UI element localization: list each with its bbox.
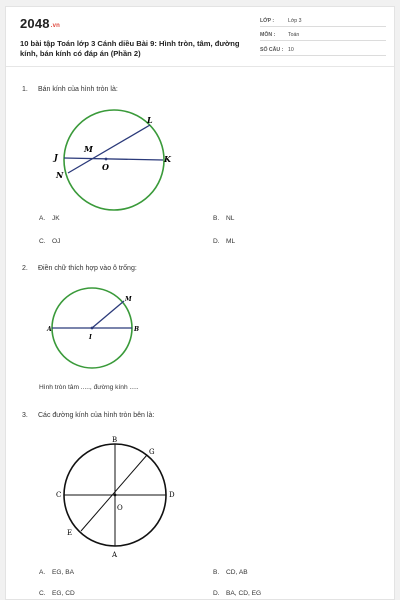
question-2-answer-line[interactable]: Hình tròn tâm ....., đường kính ..... [39, 384, 139, 391]
figure-circle-3 [51, 434, 186, 564]
option-3a[interactable] [39, 569, 74, 576]
label-B: B [134, 326, 140, 333]
meta-subject [260, 31, 386, 41]
question-text: Điền chữ thích hợp vào ô trống: [38, 265, 137, 272]
figure-circle-1 [41, 104, 181, 214]
label-O: O [102, 162, 109, 172]
meta-key: SỐ CÂU : [260, 47, 284, 53]
option-3c[interactable] [39, 590, 75, 597]
option-3b[interactable] [213, 569, 248, 576]
worksheet-header [6, 7, 395, 67]
option-letter: A. [39, 569, 46, 576]
center-dot [114, 494, 117, 497]
center-dot [105, 158, 108, 161]
option-text: CD, AB [226, 569, 248, 576]
label-M: M [84, 144, 93, 154]
option-text: JK [52, 215, 60, 222]
meta-key: LỚP : [260, 18, 275, 24]
label-B: B [112, 436, 118, 444]
option-letter: D. [213, 238, 220, 245]
label-G: G [149, 448, 155, 456]
option-1a[interactable] [39, 215, 60, 222]
option-text: ML [226, 238, 236, 245]
option-3d[interactable] [213, 590, 261, 597]
radius-im [92, 301, 124, 328]
question-text: Bán kính của hình tròn là: [38, 86, 118, 93]
option-letter: B. [213, 215, 220, 222]
question-number: 2. [22, 265, 28, 272]
question-number: 1. [22, 86, 28, 93]
option-text: OJ [52, 238, 61, 245]
option-text: EG, CD [52, 590, 75, 597]
label-I: I [89, 334, 92, 341]
chord-jk [64, 158, 163, 160]
worksheet-title: 10 bài tập Toán lớp 3 Cánh diều Bài 9: Hình tròn, tâm, đường kính, bán kính có đáp án (Phần 2) [20, 39, 240, 58]
logo-suffix: .vn [50, 23, 61, 29]
chord-nl [68, 125, 150, 173]
question-1-prompt [22, 86, 118, 93]
option-letter: A. [39, 215, 46, 222]
meta-value: Lớp 3 [288, 18, 302, 24]
option-letter: B. [213, 569, 220, 576]
option-letter: C. [39, 590, 46, 597]
logo-text: 2048 [20, 16, 50, 31]
figure-circle-2 [41, 282, 151, 377]
label-L: L [147, 115, 153, 125]
option-letter: D. [213, 590, 220, 597]
label-K: K [164, 154, 171, 164]
option-1c[interactable] [39, 238, 60, 245]
question-text: Các đường kính của hình tròn bên là: [38, 412, 155, 419]
label-E: E [67, 529, 73, 537]
label-D: D [169, 491, 175, 499]
diameter-eg [81, 455, 147, 531]
label-C: C [56, 491, 62, 499]
label-A: A [112, 551, 118, 559]
meta-value: Toán [288, 32, 300, 38]
label-N: N [56, 170, 64, 180]
meta-question-count [260, 46, 386, 56]
question-3-prompt [22, 412, 154, 419]
label-A: A [47, 326, 52, 333]
option-letter: C. [39, 238, 46, 245]
question-2-prompt [22, 265, 137, 272]
question-number: 3. [22, 412, 28, 419]
option-text: NL [226, 215, 235, 222]
meta-value: 10 [288, 47, 294, 53]
meta-key: MÔN : [260, 32, 276, 38]
option-text: EG, BA [52, 569, 74, 576]
option-1d[interactable] [213, 238, 235, 245]
worksheet [5, 6, 395, 600]
label-J: J [54, 152, 58, 162]
option-text: BA, CD, EG [226, 590, 262, 597]
label-O: O [117, 504, 123, 512]
label-M: M [125, 296, 132, 303]
center-dot [91, 327, 94, 330]
meta-grade [260, 17, 386, 27]
site-logo[interactable] [20, 16, 60, 31]
option-1b[interactable] [213, 215, 234, 222]
